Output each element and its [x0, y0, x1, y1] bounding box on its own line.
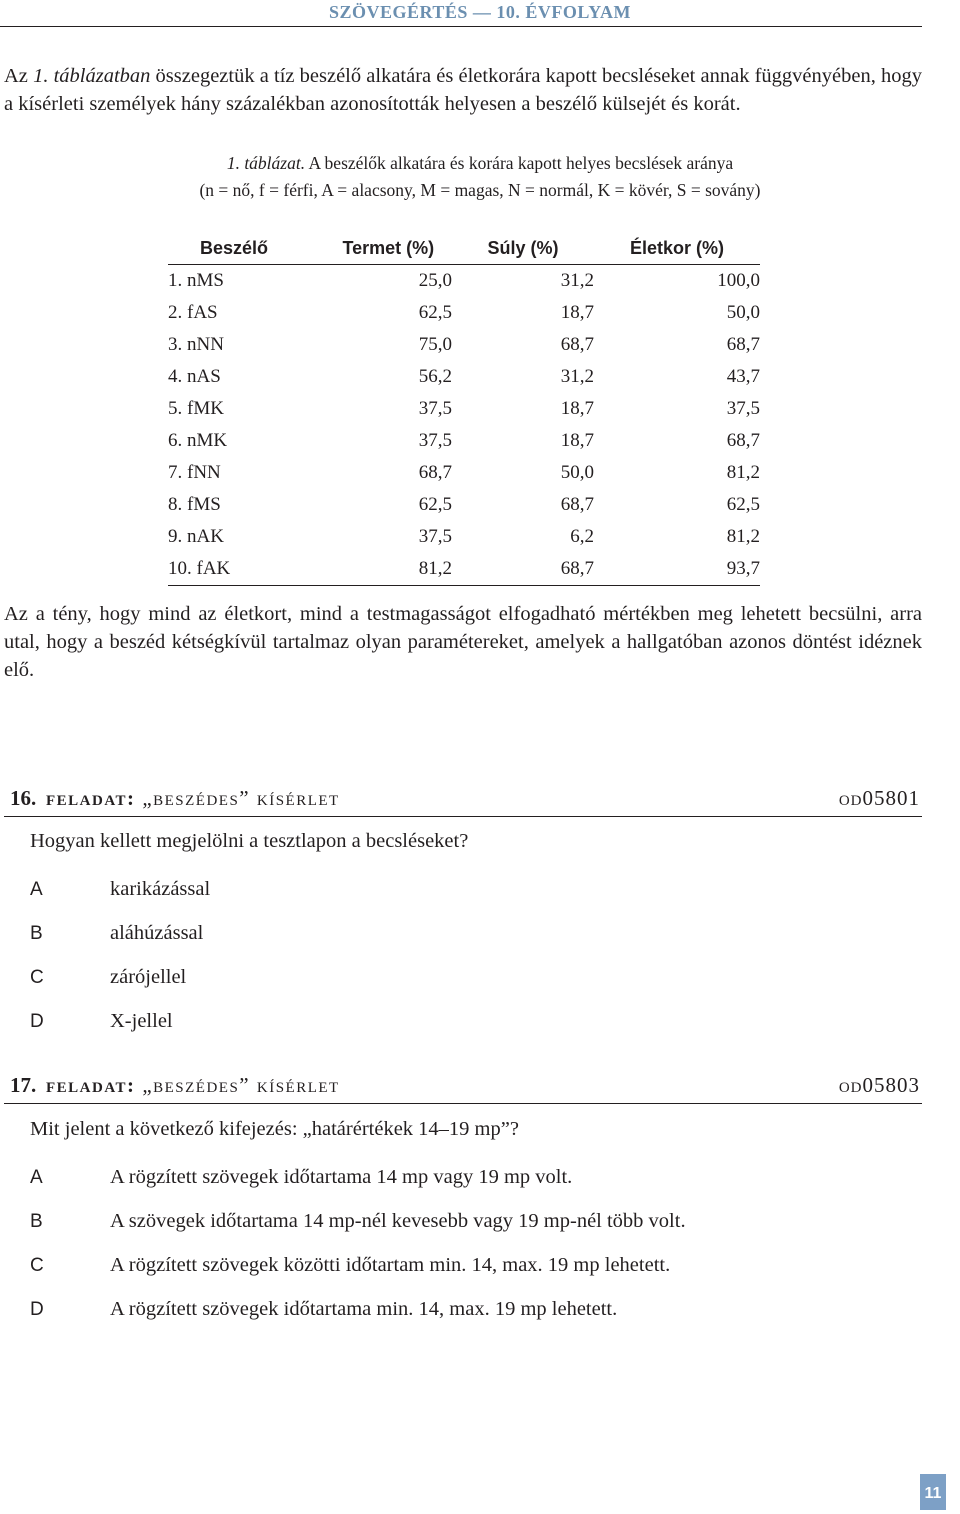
option-letter: D — [30, 1011, 44, 1032]
task-16-option-b[interactable] — [30, 922, 203, 945]
speaker-estimates-table — [168, 232, 760, 586]
task-17-option-a[interactable] — [30, 1166, 572, 1189]
cell-height: 37,5 — [418, 526, 452, 547]
cell-height: 62,5 — [418, 302, 452, 323]
cell-age: 81,2 — [726, 526, 760, 547]
task-16-label: feladat: — [46, 786, 136, 810]
running-header: SZÖVEGÉRTÉS — 10. ÉVFOLYAM — [328, 2, 632, 22]
cell-height: 81,2 — [325, 553, 452, 586]
cell-weight: 18,7 — [560, 302, 595, 323]
cell-age: 68,7 — [726, 334, 760, 355]
cell-weight: 31,2 — [560, 270, 595, 291]
intro-prefix: Az — [4, 65, 34, 87]
table-caption — [0, 150, 960, 204]
cell-age: 93,7 — [594, 553, 760, 586]
task-16-option-d[interactable] — [30, 1010, 173, 1033]
table-row — [168, 521, 760, 553]
table-row — [168, 265, 760, 298]
cell-height: 62,5 — [418, 494, 452, 515]
cell-age: 62,5 — [726, 494, 760, 515]
table-row — [168, 361, 760, 393]
header-rule — [0, 26, 922, 27]
task-17-question: Mit jelent a következő kifejezés: „határértékek 14–19 mp”? — [30, 1118, 519, 1140]
caption-label: 1. táblázat. — [226, 153, 306, 173]
cell-age: 37,5 — [726, 398, 760, 419]
header-age: Életkor (%) — [594, 232, 760, 265]
cell-height: 25,0 — [418, 270, 452, 291]
task-17-name: „beszédes” kísérlet — [142, 1073, 340, 1097]
cell-age: 81,2 — [726, 462, 760, 483]
caption-title: A beszélők alkatára és korára kapott helyes becslések aránya — [305, 153, 734, 173]
task-17-code: od05803 — [838, 1073, 920, 1097]
caption-line-1 — [0, 150, 960, 177]
task-16-question: Hogyan kellett megjelölni a tesztlapon a becsléseket? — [30, 830, 469, 852]
cell-weight: 68,7 — [560, 334, 595, 355]
intro-text: összegeztük a tíz beszélő alkatára és életkorára kapott becsléseket annak függvényében, hogy a kísérleti személyek hány százalékban azonosították helyesen a beszélő külsejét és korát. — [4, 65, 922, 115]
option-letter: A — [30, 1167, 43, 1188]
option-letter: A — [30, 879, 43, 900]
option-text: A rögzített szövegek időtartama 14 mp vagy 19 mp volt. — [110, 1166, 573, 1188]
table-row — [168, 457, 760, 489]
option-letter: B — [30, 923, 43, 944]
cell-age: 43,7 — [726, 366, 760, 387]
cell-height: 68,7 — [418, 462, 452, 483]
option-text: A rögzített szövegek időtartama min. 14, max. 19 mp lehetett. — [110, 1298, 618, 1320]
option-text: zárójellel — [110, 966, 187, 988]
cell-age: 100,0 — [717, 270, 760, 291]
cell-height: 75,0 — [418, 334, 452, 355]
table-header-row — [168, 232, 760, 265]
task-17-option-c[interactable] — [30, 1254, 670, 1277]
task-17-title — [46, 1073, 340, 1098]
cell-age: 68,7 — [726, 430, 760, 451]
task-17-number: 17. — [10, 1073, 37, 1097]
table-row — [168, 489, 760, 521]
task-17-option-b[interactable] — [30, 1210, 686, 1233]
cell-weight: 68,7 — [452, 553, 594, 586]
cell-age: 50,0 — [726, 302, 760, 323]
cell-weight: 18,7 — [560, 430, 595, 451]
cell-height: 37,5 — [418, 398, 452, 419]
table-row — [168, 425, 760, 457]
cell-weight: 31,2 — [560, 366, 595, 387]
task-16-number: 16. — [10, 786, 37, 810]
header-speaker: Beszélő — [168, 232, 325, 265]
header-weight: Súly (%) — [452, 232, 594, 265]
table-row — [168, 553, 760, 586]
option-letter: C — [30, 1255, 44, 1276]
task-17-option-d[interactable] — [30, 1298, 617, 1321]
task-17-header — [4, 1073, 922, 1104]
cell-speaker: 4. nAS — [168, 366, 221, 387]
option-letter: C — [30, 967, 44, 988]
option-letter: B — [30, 1211, 43, 1232]
cell-weight: 18,7 — [560, 398, 595, 419]
intro-table-ref: 1. táblázatban — [33, 65, 151, 87]
option-text: X-jellel — [110, 1010, 173, 1032]
task-16-code: od05801 — [838, 786, 920, 810]
table-row — [168, 297, 760, 329]
cell-speaker: 8. fMS — [168, 494, 221, 515]
table-row — [168, 393, 760, 425]
table-row — [168, 329, 760, 361]
cell-speaker: 2. fAS — [168, 302, 218, 323]
cell-weight: 6,2 — [570, 526, 595, 547]
cell-speaker: 6. nMK — [168, 430, 228, 451]
task-16-option-c[interactable] — [30, 966, 186, 989]
task-17-label: feladat: — [46, 1073, 136, 1097]
intro-paragraph — [4, 62, 922, 118]
option-letter: D — [30, 1299, 44, 1320]
task-16-option-a[interactable] — [30, 878, 210, 901]
cell-speaker: 5. fMK — [168, 398, 224, 419]
cell-weight: 68,7 — [560, 494, 595, 515]
task-16-name: „beszédes” kísérlet — [142, 786, 340, 810]
cell-weight: 50,0 — [560, 462, 595, 483]
task-16-title — [46, 786, 340, 811]
cell-speaker: 3. nNN — [168, 334, 224, 355]
header-height: Termet (%) — [325, 232, 452, 265]
task-16-header — [4, 786, 922, 817]
cell-speaker: 1. nMS — [168, 270, 224, 291]
conclusion-paragraph: Az a tény, hogy mind az életkort, mind a testmagasságot elfogadható mértékben meg lehetett becsülni, arra utal, hogy a beszéd kétségkívül tartalmaz olyan paramétereket, amelyek a hallgatóban azonos döntést idéznek elő. — [4, 603, 922, 681]
option-text: aláhúzással — [110, 922, 204, 944]
cell-height: 56,2 — [418, 366, 452, 387]
cell-height: 37,5 — [418, 430, 452, 451]
caption-line-2: (n = nő, f = férfi, A = alacsony, M = magas, N = normál, K = kövér, S = sovány) — [199, 180, 761, 200]
option-text: karikázással — [110, 878, 211, 900]
page-number: 11 — [920, 1474, 946, 1510]
cell-speaker: 7. fNN — [168, 462, 221, 483]
option-text: A rögzített szövegek közötti időtartam min. 14, max. 19 mp lehetett. — [110, 1254, 671, 1276]
cell-speaker: 9. nAK — [168, 526, 224, 547]
cell-speaker: 10. fAK — [168, 553, 325, 586]
option-text: A szövegek időtartama 14 mp-nél kevesebb vagy 19 mp-nél több volt. — [110, 1210, 686, 1232]
